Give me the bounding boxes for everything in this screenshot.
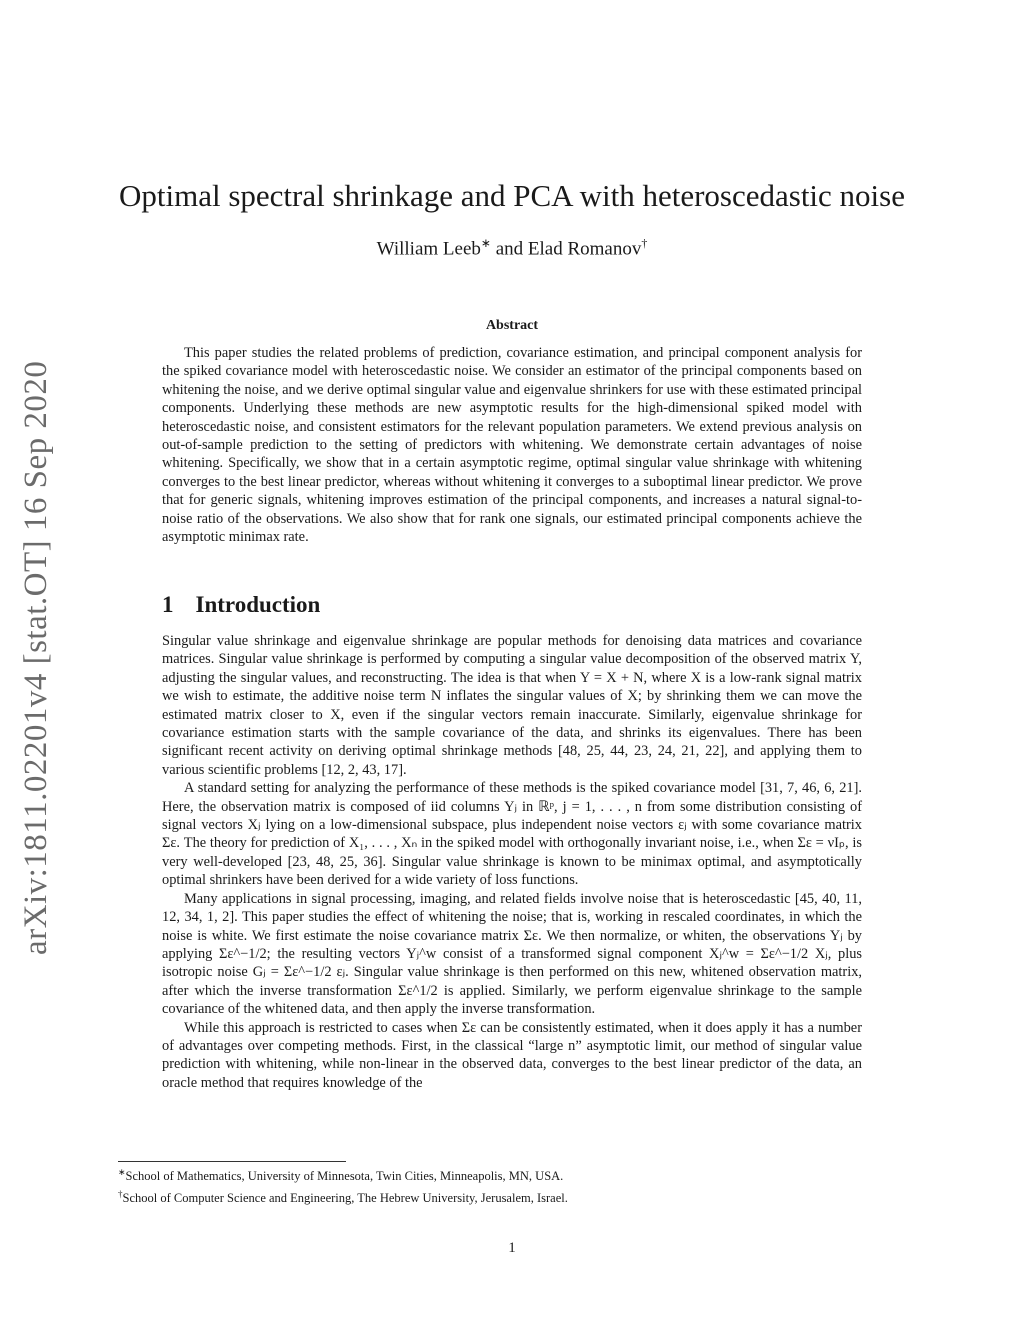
paper-title: Optimal spectral shrinkage and PCA with heteroscedastic noise bbox=[118, 178, 905, 213]
footnote-divider bbox=[118, 1161, 346, 1162]
section-title: Introduction bbox=[195, 592, 321, 617]
author-line bbox=[0, 236, 1024, 260]
footnote-mark[interactable]: † bbox=[641, 236, 648, 250]
intro-paragraph: Many applications in signal processing, imaging, and related fields involve noise that is heteroscedastic [45, 40, 11, 12, 34, 1, 2]. This paper studies the effect of whitening the noise; that is, working in rescaled coordinates, in which the noise is white. We first estimate the noise covariance matrix Σε. We then normalize, or whiten, the observations Yⱼ by applying Σε^−1/2; the resulting vectors Yⱼ^w consist of a transformed signal component Xⱼ^w = Σε^−1/2 Xⱼ, plus isotropic noise Gⱼ = Σε^−1/2 εⱼ. Singular value shrinkage is then performed on this new, whitened observation matrix, after which the inverse transformation Σε^1/2 is applied. Similarly, we perform eigenvalue shrinkage to the sample covariance of the whitened data, and then apply the inverse transformation. bbox=[162, 890, 862, 1018]
intro-paragraph: A standard setting for analyzing the performance of these methods is the spiked covariance model [31, 7, 46, 6, 21]. Here, the observation matrix is composed of iid columns Yⱼ in ℝᵖ, j = 1, . . . , n from some distribution consisting of signal vectors Xⱼ lying on a low-dimensional subspace, plus independent noise vectors εⱼ with some covariance matrix Σε. The theory for prediction of X₁, . . . , Xₙ in the spiked model with orthogonally invariant noise, i.e., when Σε = νIₚ, is very well-developed [23, 48, 25, 36]. Singular value shrinkage is known to be minimax optimal, and asymptotically optimal shrinkers have been derived for a wide variety of loss functions. bbox=[162, 780, 862, 889]
section-number: 1 bbox=[162, 592, 174, 617]
footnote-mark: † bbox=[118, 1189, 123, 1200]
author-conjunction: and bbox=[490, 238, 528, 260]
footnote-text: School of Computer Science and Engineering, The Hebrew University, Jerusalem, Israel. bbox=[122, 1191, 568, 1206]
arxiv-identifier-stamp: arXiv:1811.02201v4 [stat.OT] 16 Sep 2020 bbox=[18, 360, 54, 955]
footnote-mark[interactable]: ∗ bbox=[480, 236, 491, 250]
intro-paragraph: Singular value shrinkage and eigenvalue shrinkage are popular methods for denoising data matrices and covariance matrices. Singular value shrinkage is performed by computing a singular value decomposition of the observed matrix Y, adjusting the singular values, and reconstructing. The idea is that when Y = X + N, where X is a low-rank signal matrix we wish to estimate, the additive noise term N inflates the singular values of X; by shrinking them we can move the estimated matrix closer to X, even if the singular vectors remain inaccurate. Similarly, eigenvalue shrinkage for covariance estimation starts with the sample covariance of the data, and shrinks its eigenvalues. There has been significant recent activity on deriving optimal shrinkage methods [48, 25, 44, 23, 24, 21, 22], and applying them to various scientific problems [12, 2, 43, 17]. bbox=[162, 633, 862, 778]
page-number: 1 bbox=[508, 1240, 516, 1256]
intro-paragraph: While this approach is restricted to cases when Σε can be consistently estimated, when it does apply it has a number of advantages over competing methods. First, in the classical “large n” asymptotic limit, our method of singular value prediction with whitening, while non-linear in the observed data, converges to the best linear predictor of the data, an oracle method that requires knowledge of the bbox=[162, 1019, 862, 1091]
abstract-heading: Abstract bbox=[485, 318, 539, 333]
section-heading bbox=[162, 592, 320, 618]
author-name: William Leeb bbox=[376, 238, 481, 260]
abstract-paragraph: This paper studies the related problems of prediction, covariance estimation, and principal component analysis for the spiked covariance model with heteroscedastic noise. We consider an estimator of the principal components based on whitening the noise, and we derive optimal singular value and eigenvalue shrinkers for use with these estimated principal components. Underlying these methods are new asymptotic results for the high-dimensional spiked model with heteroscedastic noise, and consistent estimators for the relevant population parameters. We extend previous analysis on out-of-sample prediction to the setting of predictors with whitening. We demonstrate certain advantages of noise whitening. Specifically, we show that in a certain asymptotic regime, optimal singular value shrinkage with whitening converges to the best linear predictor, whereas without whitening it converges to a suboptimal linear predictor. We prove that for generic signals, whitening improves estimation of the principal components, and increases a natural signal-to-noise ratio of the observations. We also show that for rank one signals, our estimated principal components achieve the asymptotic minimax rate. bbox=[162, 345, 862, 546]
footnote-item bbox=[118, 1185, 858, 1207]
abstract-body bbox=[162, 344, 862, 546]
footnote-text: School of Mathematics, University of Minnesota, Twin Cities, Minneapolis, MN, USA. bbox=[125, 1169, 564, 1184]
footnote-item bbox=[118, 1163, 858, 1185]
footnote-mark: ∗ bbox=[118, 1167, 126, 1177]
author-name: Elad Romanov bbox=[527, 238, 642, 260]
introduction-body bbox=[162, 632, 862, 1092]
footnotes bbox=[118, 1163, 858, 1207]
